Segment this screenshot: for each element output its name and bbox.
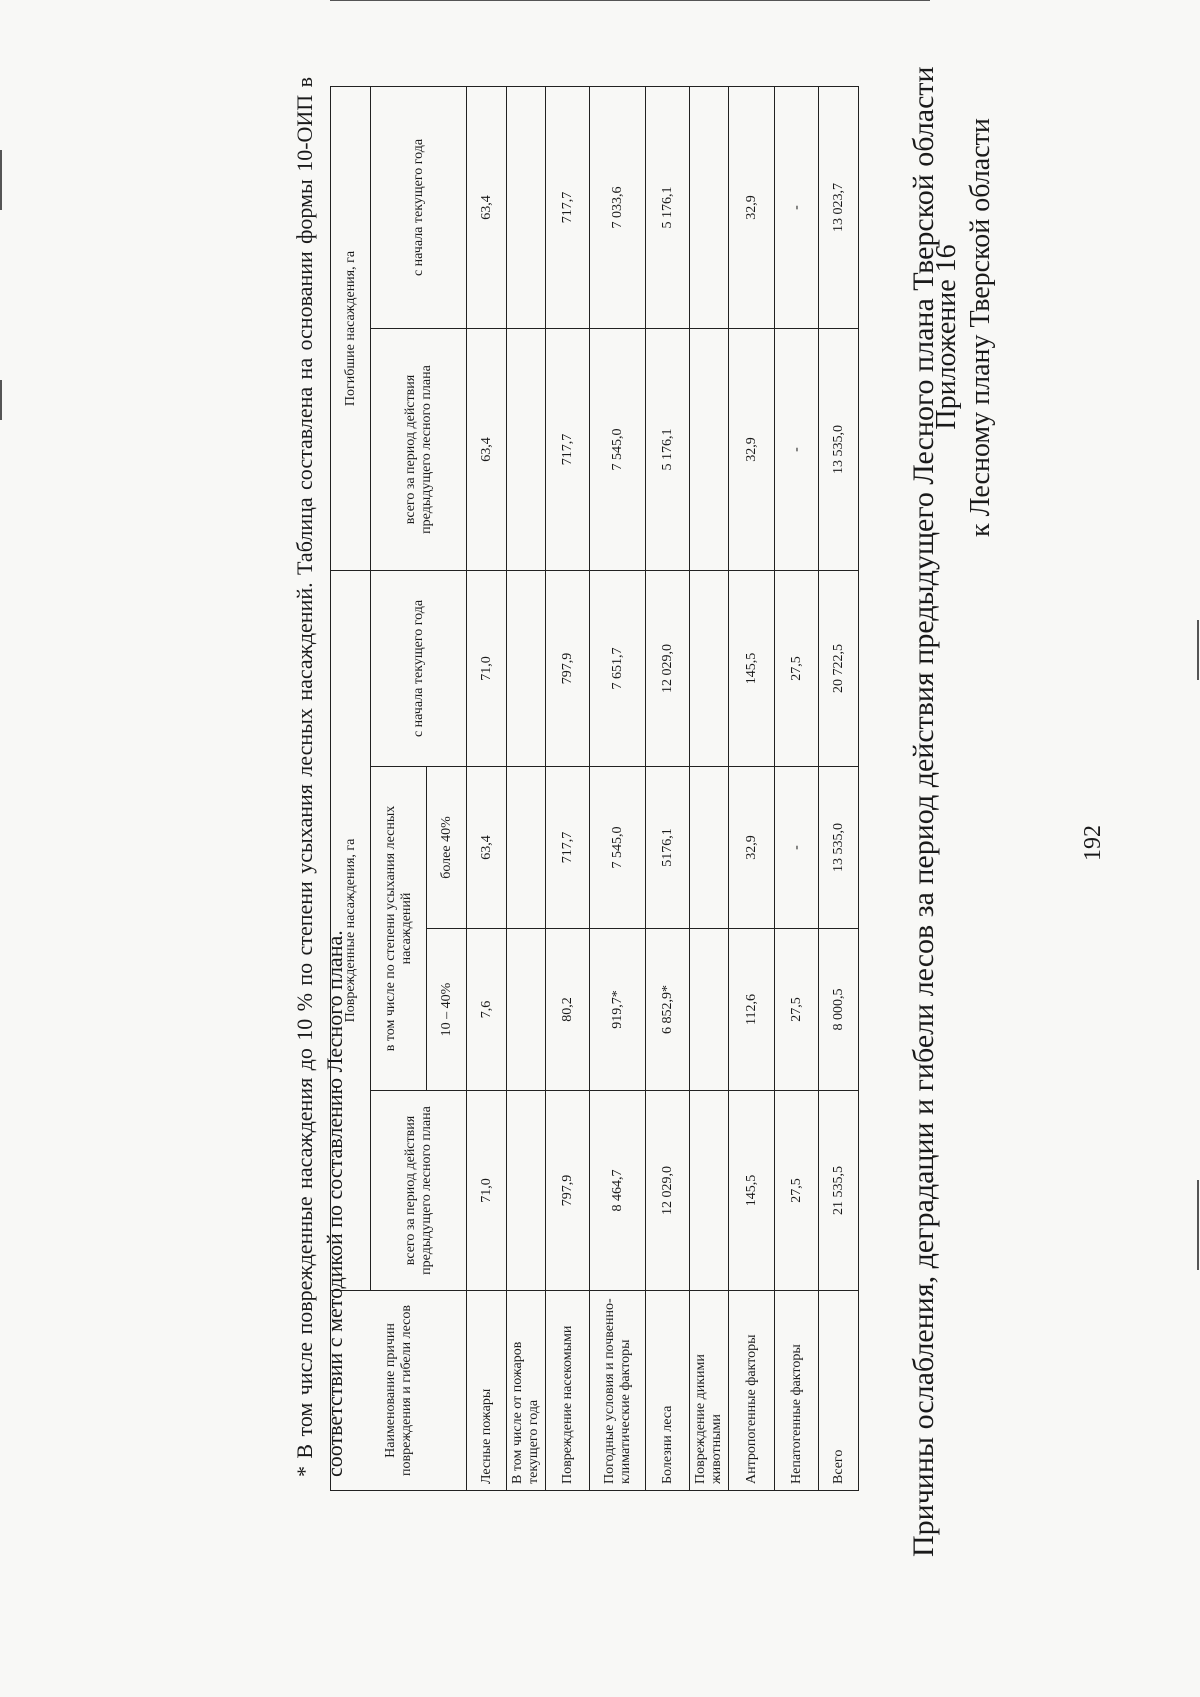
cell-dead-year: 13 023,7 xyxy=(819,87,859,329)
row-cause: Болезни леса xyxy=(646,1291,690,1491)
page-number: 192 xyxy=(1080,825,1106,861)
cell-d10-40: 8 000,5 xyxy=(819,929,859,1091)
appendix-line-1: Приложение 16 xyxy=(931,244,962,430)
table-row xyxy=(467,87,507,1491)
cell-total: 12 029,0 xyxy=(646,1091,690,1291)
table-row xyxy=(775,87,819,1491)
cell-year xyxy=(507,571,546,767)
cell-total: 797,9 xyxy=(546,1091,590,1291)
table-row xyxy=(590,87,646,1491)
cell-dead-year: 7 033,6 xyxy=(590,87,646,329)
cell-year: 27,5 xyxy=(775,571,819,767)
cell-total xyxy=(507,1091,546,1291)
cell-year xyxy=(690,571,729,767)
cell-total: 27,5 xyxy=(775,1091,819,1291)
table-row xyxy=(729,87,775,1491)
cell-d40: 32,9 xyxy=(729,767,775,929)
cell-dead-total: 13 535,0 xyxy=(819,329,859,571)
cell-dead-total: - xyxy=(775,329,819,571)
row-cause: Лесные пожары xyxy=(467,1291,507,1491)
header-cause: Наименование причин повреждения и гибели лесов xyxy=(331,1291,467,1491)
header-damaged-degree: в том числе по степени усыхания лесных насаждений xyxy=(371,767,427,1091)
cell-d40: - xyxy=(775,767,819,929)
row-cause: Повреждение дикими животными xyxy=(690,1291,729,1491)
cell-dead-year: 32,9 xyxy=(729,87,775,329)
header-dead: Погибшие насаждения, га xyxy=(331,87,371,571)
cell-total xyxy=(690,1091,729,1291)
cell-dead-year xyxy=(690,87,729,329)
cell-d10-40: 112,6 xyxy=(729,929,775,1091)
cell-total: 8 464,7 xyxy=(590,1091,646,1291)
cell-dead-year: - xyxy=(775,87,819,329)
table-row xyxy=(507,87,546,1491)
header-deg-10-40: 10 – 40% xyxy=(427,929,467,1091)
cell-dead-total: 32,9 xyxy=(729,329,775,571)
table-row xyxy=(646,87,690,1491)
cell-total: 21 535,5 xyxy=(819,1091,859,1291)
cell-d40: 5176,1 xyxy=(646,767,690,929)
cell-d40: 13 535,0 xyxy=(819,767,859,929)
cell-year: 12 029,0 xyxy=(646,571,690,767)
header-damaged-year: с начала текущего года xyxy=(371,571,467,767)
cell-d40: 63,4 xyxy=(467,767,507,929)
cell-d40 xyxy=(507,767,546,929)
cell-dead-year: 717,7 xyxy=(546,87,590,329)
cell-year: 797,9 xyxy=(546,571,590,767)
table-row xyxy=(546,87,590,1491)
footnote: * В том числе поврежденные насаждения до 10 % по степени усыхания лесных насаждений. Таблица составлена на основании формы 10-ОИП в соответствии с методикой по составлению Лесного плана. xyxy=(292,77,347,1477)
table-row xyxy=(690,87,729,1491)
cell-year: 7 651,7 xyxy=(590,571,646,767)
cell-dead-year xyxy=(507,87,546,329)
cell-d10-40 xyxy=(507,929,546,1091)
appendix-line-2: к Лесному плану Тверской области xyxy=(965,118,996,537)
cell-d40: 7 545,0 xyxy=(590,767,646,929)
cell-dead-total xyxy=(690,329,729,571)
cell-dead-total xyxy=(507,329,546,571)
cell-dead-year: 63,4 xyxy=(467,87,507,329)
header-dead-total: всего за период действия предыдущего лесного плана xyxy=(371,329,467,571)
header-deg-over-40: более 40% xyxy=(427,767,467,929)
header-damaged-total: всего за период действия предыдущего лесного плана xyxy=(371,1091,467,1291)
cell-dead-total: 717,7 xyxy=(546,329,590,571)
cell-d10-40: 27,5 xyxy=(775,929,819,1091)
cell-d10-40: 80,2 xyxy=(546,929,590,1091)
cell-dead-total: 63,4 xyxy=(467,329,507,571)
row-cause: Непатогенные факторы xyxy=(775,1291,819,1491)
row-cause: Антропогенные факторы xyxy=(729,1291,775,1491)
row-cause: В том числе от пожаров текущего года xyxy=(507,1291,546,1491)
cell-dead-total: 5 176,1 xyxy=(646,329,690,571)
document-title: Причины ослабления, деградации и гибели лесов за период действия предыдущего Лесного плана Тверской области xyxy=(907,66,940,1557)
causes-table xyxy=(330,86,859,1491)
table-row xyxy=(819,87,859,1491)
cell-d10-40: 7,6 xyxy=(467,929,507,1091)
cell-year: 20 722,5 xyxy=(819,571,859,767)
cell-total: 71,0 xyxy=(467,1091,507,1291)
cell-d40 xyxy=(690,767,729,929)
row-cause: Повреждение насекомыми xyxy=(546,1291,590,1491)
row-cause: Всего xyxy=(819,1291,859,1491)
cell-d40: 717,7 xyxy=(546,767,590,929)
cell-dead-year: 5 176,1 xyxy=(646,87,690,329)
cell-year: 145,5 xyxy=(729,571,775,767)
cell-d10-40 xyxy=(690,929,729,1091)
cell-d10-40: 919,7* xyxy=(590,929,646,1091)
row-cause: Погодные условия и почвенно-климатические факторы xyxy=(590,1291,646,1491)
header-dead-year: с начала текущего года xyxy=(371,87,467,329)
cell-year: 71,0 xyxy=(467,571,507,767)
header-damaged: Поврежденные насаждения, га xyxy=(331,571,371,1291)
cell-total: 145,5 xyxy=(729,1091,775,1291)
cell-dead-total: 7 545,0 xyxy=(590,329,646,571)
cell-d10-40: 6 852,9* xyxy=(646,929,690,1091)
